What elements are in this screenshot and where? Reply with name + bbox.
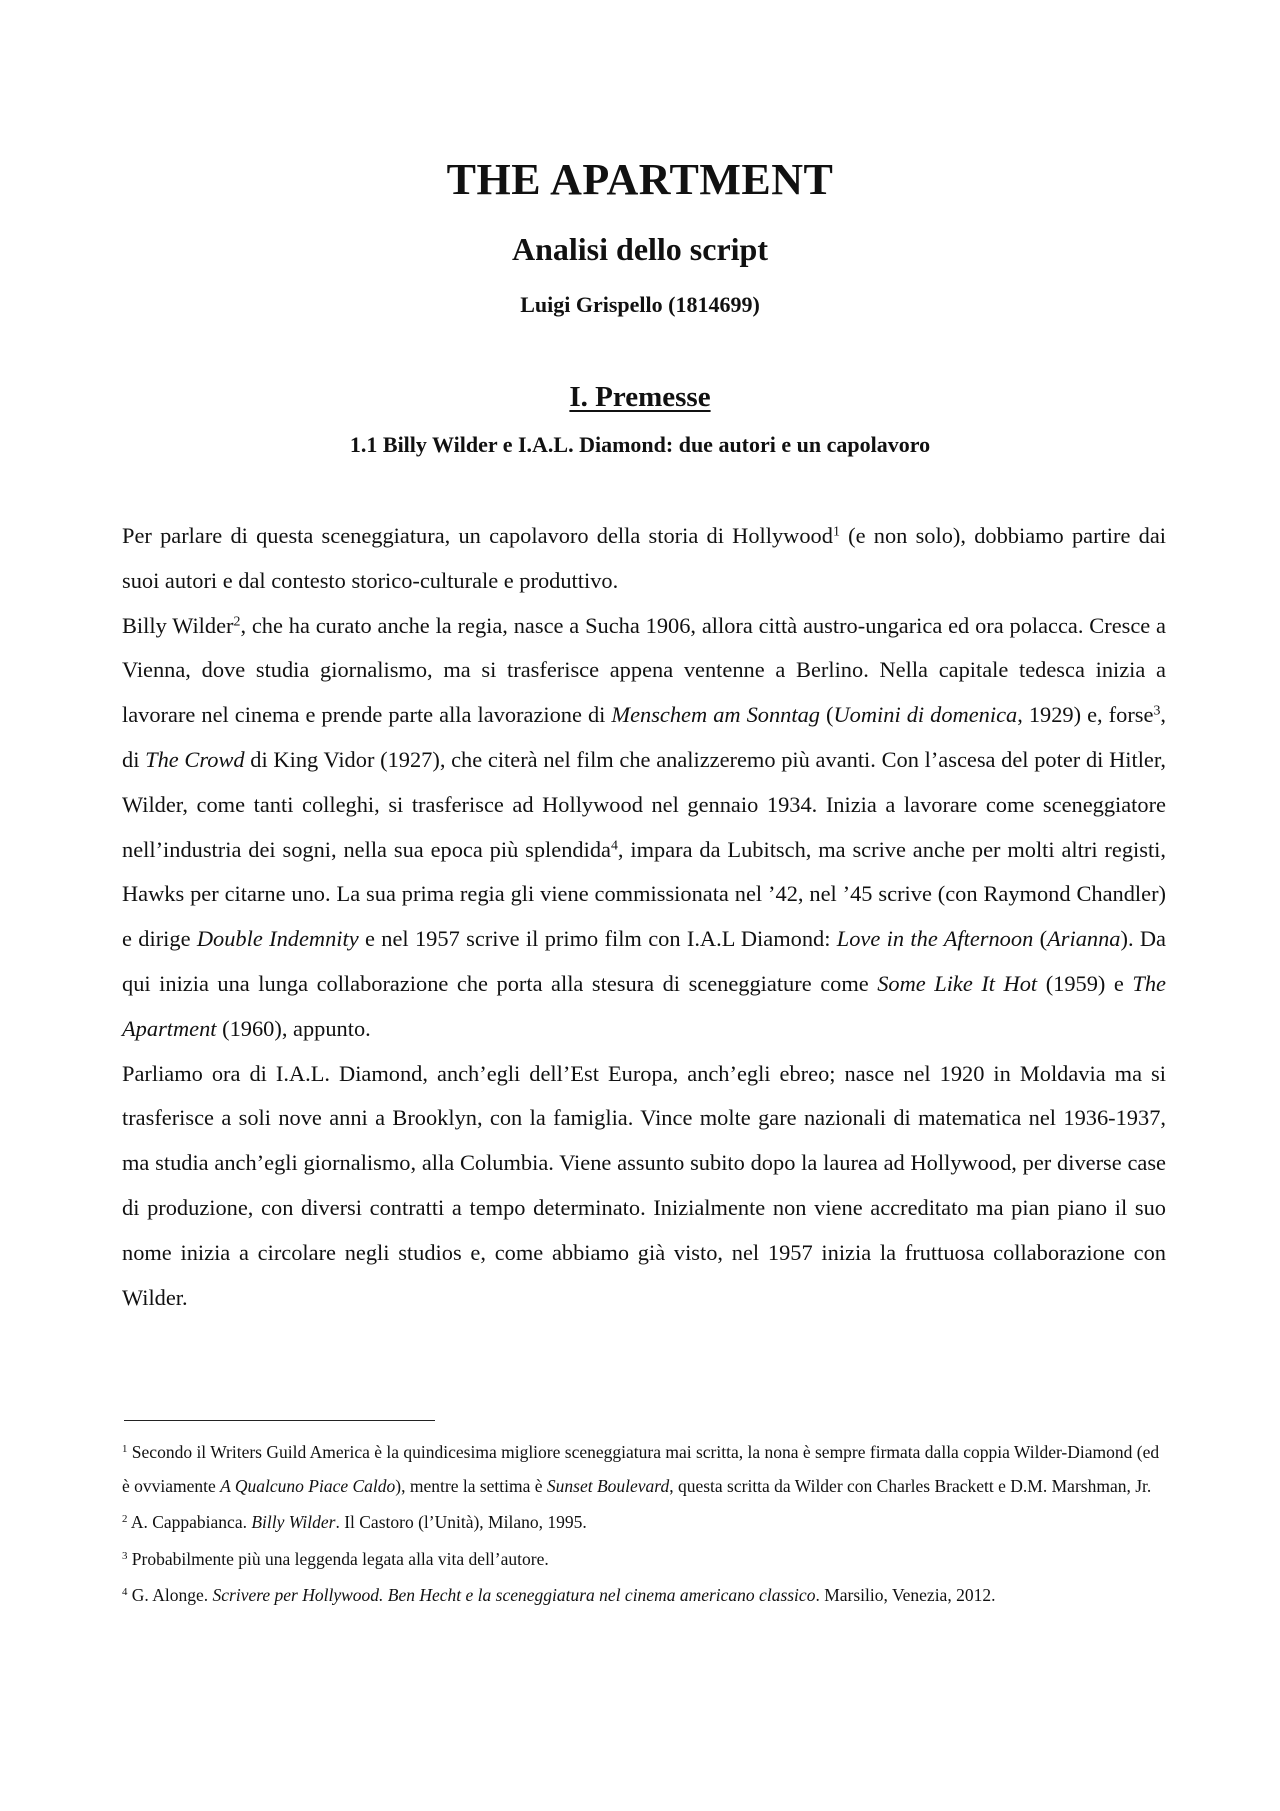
footnote-2: [122, 1506, 1166, 1540]
text-run: , impara da Lubitsch, ma scrive anche per molti altri registi, Hawks per citarne uno. La sua prima regia gli viene commissionata nel ’42, nel ’45 scrive (con Raymond Chandler) e dirige: [122, 836, 1166, 952]
film-title: The Crowd: [145, 746, 245, 772]
film-title: A Qualcuno Piace Caldo: [220, 1475, 396, 1496]
footnote-4: [122, 1579, 1166, 1613]
film-title: Arianna: [1047, 926, 1121, 952]
body-text: [122, 514, 1166, 1320]
text-run: . Il Castoro (l’Unità), Milano, 1995.: [335, 1512, 587, 1532]
footnote-number: 2: [122, 1513, 128, 1526]
footnote-ref-2[interactable]: 2: [233, 613, 241, 629]
paragraph-3: Parliamo ora di I.A.L. Diamond, anch’egli dell’Est Europa, anch’egli ebreo; nasce nel 1920 in Moldavia ma si trasferisce a soli nove anni a Brooklyn, con la famiglia. Vince molte gare nazionali di matematica nel 1936-1937, ma studia anch’egli giornalismo, alla Columbia. Viene assunto subito dopo la laurea ad Hollywood, per diverse case di produzione, con diversi contratti a tempo determinato. Inizialmente non viene accreditato ma pian piano il suo nome inizia a circolare negli studios e, come abbiamo già visto, nel 1957 inizia la fruttuosa collaborazione con Wilder.: [122, 1060, 1166, 1310]
text-run: Billy Wilder: [122, 612, 234, 638]
text-run: A. Cappabianca.: [127, 1512, 252, 1532]
text-run: (: [1033, 926, 1048, 952]
text-run: ). Da qui inizia una lunga collaborazione che porta alla stesura di sceneggiature come: [122, 926, 1166, 996]
section-heading: [0, 378, 1280, 416]
film-title: The Apartment: [122, 970, 1166, 1041]
text-run: , questa scritta da Wilder con Charles Brackett e D.M. Marshman, Jr.: [669, 1475, 1152, 1496]
section-heading-text: I. Premesse: [569, 381, 711, 413]
document-subtitle: Analisi dello script: [511, 231, 768, 267]
film-title: Some Like It Hot: [877, 970, 1038, 996]
film-title: Love in the Afternoon: [836, 926, 1034, 952]
text-run: (: [820, 702, 834, 728]
footnote-number: 4: [122, 1586, 128, 1599]
text-run: (1959) e: [1037, 970, 1133, 996]
film-title: Uomini di domenica: [833, 702, 1018, 728]
text-run: ), mentre la settima è: [395, 1475, 547, 1496]
footnote-number: 1: [122, 1443, 128, 1456]
text-run: , di: [122, 702, 1166, 772]
text-run: (1960), appunto.: [216, 1015, 371, 1041]
text-run: Secondo il Writers Guild America è la quindicesima migliore sceneggiatura mai scritta, la nona è sempre firmata dalla coppia Wilder-Diamond (ed è ovviamente: [122, 1442, 1160, 1496]
document-title: THE APARTMENT: [446, 155, 834, 204]
text-run: di King Vidor (1927), che citerà nel film che analizzeremo più avanti. Con l’ascesa del poter di Hitler, Wilder, come tanti colleghi, si trasferisce ad Hollywood nel gennaio 1934. Inizia a lavorare come sceneggiatore nell’industria dei sogni, nella sua epoca più splendida: [122, 746, 1167, 862]
footnote-ref-1[interactable]: 1: [832, 524, 840, 540]
footnote-ref-3[interactable]: 3: [1153, 703, 1161, 719]
book-title: Billy Wilder: [251, 1512, 336, 1532]
text-run: G. Alonge.: [127, 1585, 213, 1605]
paragraph-2: [122, 604, 1166, 1052]
text-run: . Marsilio, Venezia, 2012.: [815, 1585, 996, 1605]
film-title: Menschem am Sonntag: [611, 702, 820, 728]
text-run: , 1929) e, forse: [1017, 702, 1154, 728]
text-run: Probabilmente più una leggenda legata alla vita dell’autore.: [127, 1548, 549, 1569]
footnote-number: 3: [122, 1549, 128, 1562]
subsection-heading: 1.1 Billy Wilder e I.A.L. Diamond: due autori e un capolavoro: [349, 432, 931, 457]
footnote-1: [122, 1436, 1166, 1503]
footnote-ref-4[interactable]: 4: [610, 837, 618, 853]
text-run: (e non solo), dobbiamo partire dai suoi autori e dal contesto storico-culturale e produttivo.: [122, 523, 1166, 593]
footnote-3: [122, 1543, 1166, 1577]
text-run: , che ha curato anche la regia, nasce a Sucha 1906, allora città austro-ungarica ed ora polacca. Cresce a Vienna, dove studia giornalismo, ma si trasferisce appena ventenne a Berlino. Nella capitale tedesca inizia a lavorare nel cinema e prende parte alla lavorazione di: [122, 612, 1166, 728]
author-line: Luigi Grispello (1814699): [520, 292, 760, 317]
paragraph-1: [122, 514, 1166, 604]
text-run: e nel 1957 scrive il primo film con I.A.L Diamond:: [358, 926, 837, 952]
film-title: Double Indemnity: [196, 926, 359, 952]
text-run: Per parlare di questa sceneggiatura, un capolavoro della storia di Hollywood: [122, 523, 833, 548]
book-title: Scrivere per Hollywood. Ben Hecht e la sceneggiatura nel cinema americano classico: [212, 1585, 816, 1605]
film-title: Sunset Boulevard: [546, 1475, 670, 1496]
footnotes: [122, 1436, 1166, 1616]
footnote-separator: [124, 1420, 435, 1421]
